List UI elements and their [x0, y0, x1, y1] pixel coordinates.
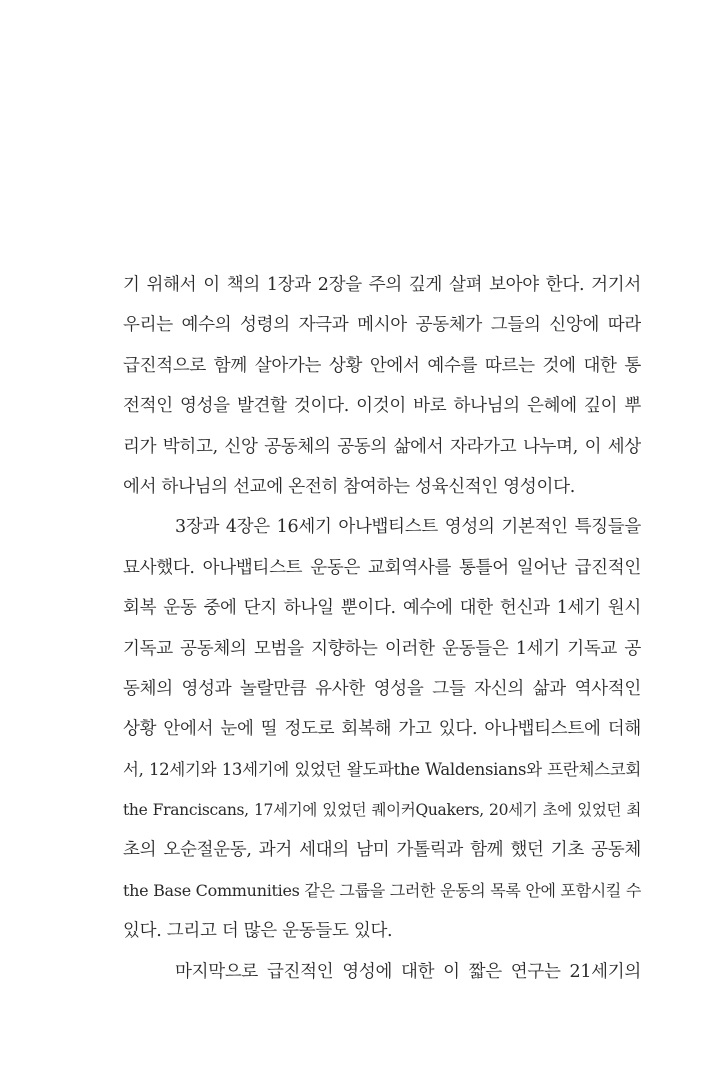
- paragraph-1: [123, 265, 641, 507]
- paragraph-3: [123, 952, 641, 992]
- text-line: 3장과 4장은 16세기 아나뱁티스트 영성의 기본적인 특징들을: [175, 517, 641, 538]
- text-line: 서, 12세기와 13세기에 있었던 왈도파the Waldensians와 프란체스코회: [123, 759, 641, 779]
- text-line: 있다. 그리고 더 많은 운동들도 있다.: [123, 921, 393, 942]
- text-line: 에서 하나님의 선교에 온전히 참여하는 성육신적인 영성이다.: [123, 476, 575, 497]
- text-line: the Franciscans, 17세기에 있었던 퀘이커Quakers, 20세기 초에 있었던 최: [123, 801, 641, 820]
- text-line: 동체의 영성과 놀랄만큼 유사한 영성을 그들 자신의 삶과 역사적인: [123, 678, 641, 699]
- text-line: 리가 박히고, 신앙 공동체의 공동의 삶에서 자라가고 나누며, 이 세상: [123, 436, 641, 457]
- text-line: 상황 안에서 눈에 띨 정도로 회복해 가고 있다. 아나뱁티스트에 더해: [123, 719, 641, 740]
- paragraph-2: [123, 507, 641, 951]
- text-line: 회복 운동 중에 단지 하나일 뿐이다. 예수에 대한 헌신과 1세기 원시: [123, 598, 641, 619]
- text-line: 묘사했다. 아나뱁티스트 운동은 교회역사를 통틀어 일어난 급진적인: [123, 557, 641, 578]
- body-text: [123, 265, 641, 992]
- text-line: 전적인 영성을 발견할 것이다. 이것이 바로 하나님의 은혜에 깊이 뿌: [123, 396, 641, 417]
- text-line: 우리는 예수의 성령의 자극과 메시아 공동체가 그들의 신앙에 따라: [123, 315, 641, 336]
- text-line: 기독교 공동체의 모범을 지향하는 이러한 운동들은 1세기 기독교 공: [123, 638, 641, 659]
- text-line: 급진적으로 함께 살아가는 상황 안에서 예수를 따르는 것에 대한 통: [123, 355, 641, 376]
- text-line: 마지막으로 급진적인 영성에 대한 이 짧은 연구는 21세기의: [175, 961, 641, 982]
- text-line: 기 위해서 이 책의 1장과 2장을 주의 깊게 살펴 보아야 한다. 거기서: [123, 275, 641, 295]
- text-line: the Base Communities 같은 그룹을 그러한 운동의 목록 안에 포함시킬 수: [123, 880, 641, 900]
- text-line: 초의 오순절운동, 과거 세대의 남미 가톨릭과 함께 했던 기초 공동체: [123, 840, 641, 861]
